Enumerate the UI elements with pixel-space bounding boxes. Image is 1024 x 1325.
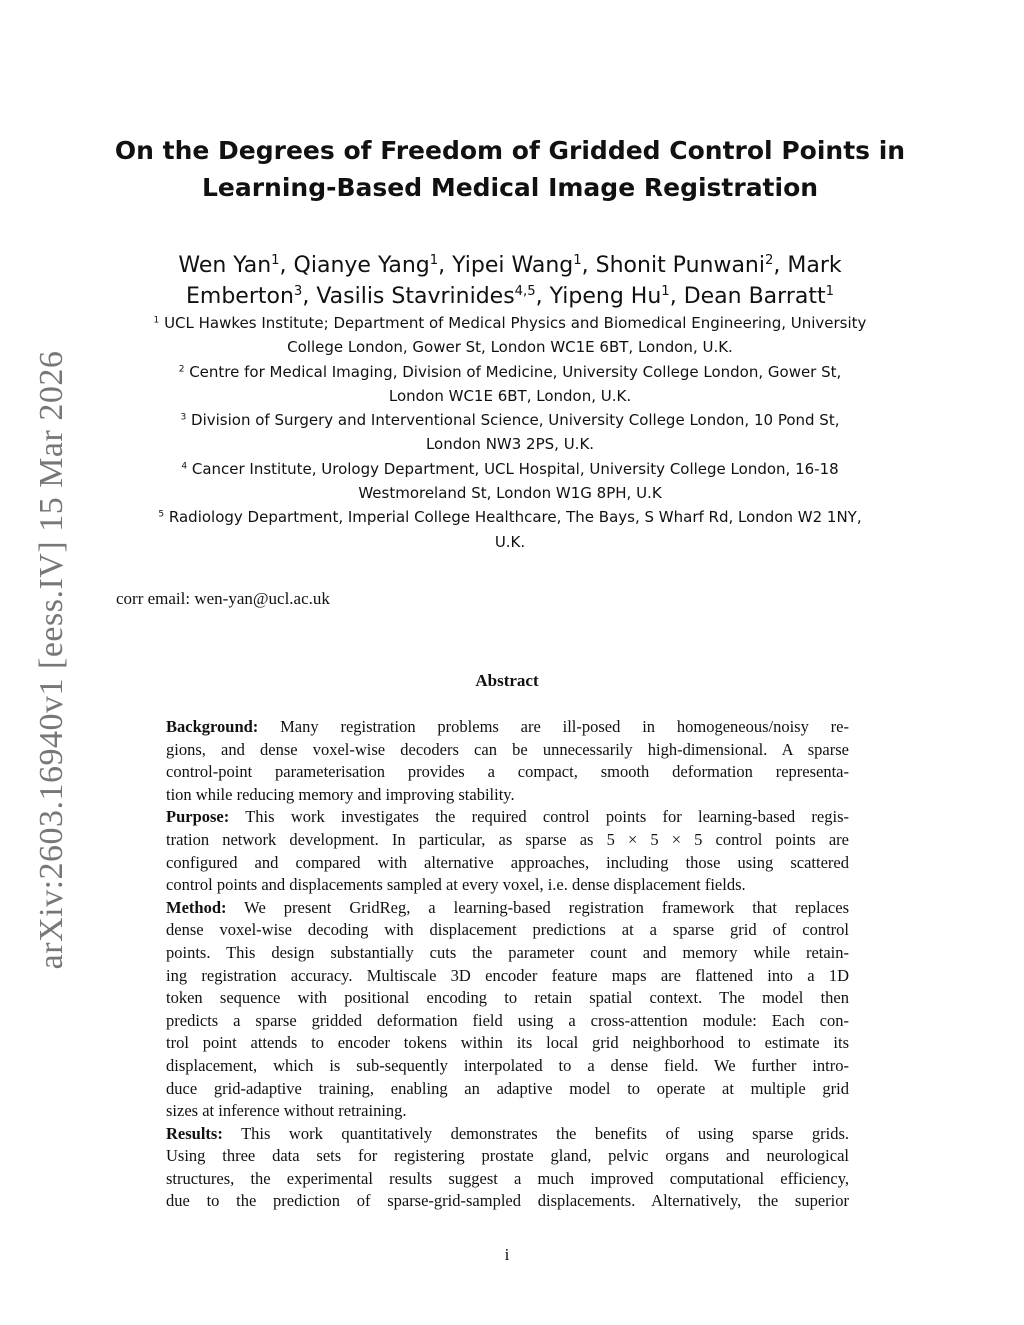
author-name-part: Mark (787, 253, 842, 278)
author-affil-mark: 4,5 (514, 284, 536, 300)
affiliation-item: $^3$ Division of Surgery and Interventional Science, University College London, 10 Pond St, (180, 411, 840, 430)
abstract-line: structures, the experimental results suggest a much improved computational efficiency, (166, 1168, 849, 1188)
affiliation-item-cont: College London, Gower St, London WC1E 6BT, London, U.K. (287, 338, 733, 357)
title-line-2: Learning-Based Medical Image Registration (201, 173, 819, 202)
abstract-line: control-point parameterisation provides a compact, smooth deformation representa- (166, 762, 849, 782)
author-name: Wen Yan (178, 253, 272, 278)
corresponding-email: corr email: wen-yan@ucl.ac.uk (116, 589, 330, 608)
affiliation-item-cont: U.K. (494, 532, 526, 551)
affiliation-item-cont: London NW3 2PS, U.K. (425, 435, 595, 454)
abstract-line: control points and displacements sampled at every voxel, i.e. dense displacement fields. (166, 875, 746, 895)
affiliation-item: $^5$ Radiology Department, Imperial College Healthcare, The Bays, S Wharf Rd, London W2 1NY, (158, 508, 862, 527)
affiliation-item: $^4$ Cancer Institute, Urology Department, UCL Hospital, University College London, 16-18 (181, 459, 839, 478)
abstract-line: ing registration accuracy. Multiscale 3D encoder feature maps are flattened into a 1D (166, 965, 849, 985)
author-name: Dean Barratt (683, 284, 826, 309)
author-affil-mark: 1 (429, 253, 439, 269)
results-label: Results: (166, 1123, 223, 1143)
page-number: i (504, 1245, 510, 1264)
affiliation-item: $^1$ UCL Hawkes Institute; Department of Medical Physics and Biomedical Engineering, University (153, 314, 867, 332)
abstract-line: Using three data sets for registering prostate gland, pelvic organs and neurological (166, 1146, 849, 1166)
abstract-line: predicts a sparse gridded deformation field using a cross-attention module: Each con- (166, 1010, 849, 1030)
affiliation-item: $^2$ Centre for Medical Imaging, Division of Medicine, University College London, Gower St, (178, 362, 842, 381)
affiliation-item-cont: Westmoreland St, London W1G 8PH, U.K (358, 484, 662, 503)
author-affil-mark: 1 (661, 284, 670, 300)
author-name: Yipei Wang (452, 253, 574, 278)
author-name: Yipeng Hu (549, 284, 662, 309)
author-affil-mark: 1 (825, 284, 834, 300)
method-label: Method: (166, 897, 227, 917)
abstract-line: Purpose: This work investigates the required control points for learning-based regis- (166, 807, 849, 827)
author-affil-mark: 1 (271, 253, 280, 269)
author-list: Wen Yan$^1$, Qianye Yang$^1$, Yipei Wang$^1$, Shonit Punwani$^2$, Mark Emberton$^3$, Vasilis Stavrinides$^{4,5}$, Yipeng Hu$^1$, Dean Barratt$^1$ (178, 253, 842, 309)
arxiv-identifier-stamp: arXiv:2603.16940v1 [eess.IV] 15 Mar 2026 (33, 350, 70, 970)
affiliation-list (100, 311, 920, 554)
abstract-line: displacement, which is sub-sequently interpolated to a dense field. We further intro- (166, 1055, 849, 1075)
abstract-line: tration network development. In particular, as sparse as 5 × 5 × 5 control points are (166, 829, 849, 849)
abstract-body (166, 716, 849, 1213)
author-affil-mark: 3 (293, 284, 303, 300)
abstract-line: duce grid-adaptive training, enabling an adaptive model to operate at multiple grid (166, 1078, 849, 1098)
abstract-line: Results: This work quantitatively demonstrates the benefits of using sparse grids. (166, 1123, 849, 1143)
abstract-line: sizes at inference without retraining. (166, 1101, 407, 1121)
abstract-line: due to the prediction of sparse-grid-sampled displacements. Alternatively, the superior (166, 1191, 849, 1211)
purpose-label: Purpose: (166, 807, 230, 827)
background-label: Background: (166, 717, 259, 736)
abstract-line: tion while reducing memory and improving stability. (166, 784, 515, 804)
author-name-part: Emberton (186, 284, 294, 309)
author-affil-mark: 2 (764, 253, 774, 269)
abstract-line: Method: We present GridReg, a learning-based registration framework that replaces (166, 897, 849, 917)
abstract-line: dense voxel-wise decoding with displacement predictions at a sparse grid of control (166, 920, 849, 940)
abstract-line: token sequence with positional encoding to retain spatial context. The model then (166, 988, 849, 1008)
author-name: Shonit Punwani (595, 253, 765, 278)
abstract-line: points. This design substantially cuts the parameter count and memory while retain- (166, 942, 849, 962)
paper-title (110, 132, 910, 206)
abstract-line: Background: Many registration problems are ill-posed in homogeneous/noisy re- (166, 717, 849, 736)
abstract-line: gions, and dense voxel-wise decoders can be unnecessarily high-dimensional. A sparse (166, 739, 849, 759)
abstract-line: configured and compared with alternative approaches, including those using scattered (166, 852, 849, 872)
abstract-heading: Abstract (475, 671, 539, 690)
author-name: Vasilis Stavrinides (316, 284, 515, 309)
abstract-line: trol point attends to encoder tokens within its local grid neighborhood to estimate its (166, 1033, 849, 1053)
author-affil-mark: 1 (573, 253, 582, 269)
affiliation-item-cont: London WC1E 6BT, London, U.K. (388, 386, 632, 405)
title-line-1: On the Degrees of Freedom of Gridded Control Points in (114, 136, 906, 165)
author-name: Qianye Yang (293, 253, 430, 278)
